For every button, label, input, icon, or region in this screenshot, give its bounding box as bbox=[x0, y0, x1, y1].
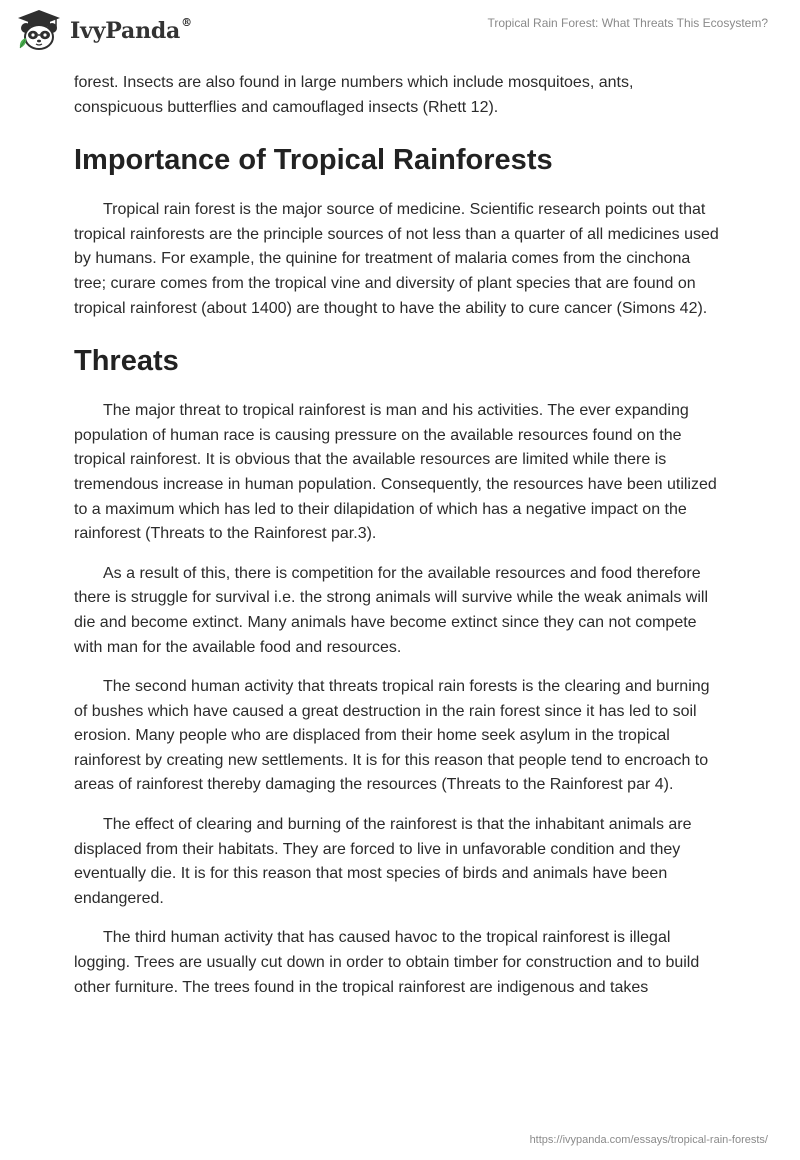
paragraph: As a result of this, there is competition for the available resources and food therefore there is struggle for survival i.e. the strong animals will survive while the weak animals will die and become extinct. Many animals have become extinct since they can not compete with man for the available food and resources. bbox=[74, 564, 709, 656]
paragraph: The major threat to tropical rainforest is man and his activities. The ever expanding population of human race is causing pressure on the available resources found on the tropical rainforest. It is obvious that the available resources are limited while there is tremendous increase in human population. Consequently, the resources have been utilized to a maximum which has led to their dilapidation of which has a negative impact on the rainforest (Threats to the Rainforest par.3). bbox=[74, 402, 717, 543]
section-heading-threats: Threats bbox=[74, 345, 179, 378]
document-title: Tropical Rain Forest: What Threats This Ecosystem? bbox=[487, 16, 768, 30]
panda-graduate-icon bbox=[16, 8, 62, 54]
paragraph: The effect of clearing and burning of the rainforest is that the inhabitant animals are displaced from their habitats. They are forced to live in unfavorable condition and they eventually die. It is for this reason that most species of birds and animals have been endangered. bbox=[74, 816, 692, 907]
paragraph: The second human activity that threats tropical rain forests is the clearing and burning of bushes which have caused a great destruction in the rain forest since it has led to soil erosion. Many people who are displaced from their home seek asylum in the tropical rainforest by creating new settlements. It is for this reason that people tend to encroach to areas of rainforest thereby damaging the resources (Threats to the Rainforest par 4). bbox=[74, 678, 710, 794]
section-heading-importance: Importance of Tropical Rainforests bbox=[74, 144, 553, 177]
page-header bbox=[0, 0, 800, 70]
footer-source-url[interactable]: https://ivypanda.com/essays/tropical-rain-forests/ bbox=[529, 1134, 768, 1146]
brand-name: IvyPanda® bbox=[70, 16, 192, 44]
paragraph: The third human activity that has caused havoc to the tropical rainforest is illegal logging. Trees are usually cut down in order to obtain timber for construction and to build other furniture. The trees found in the tropical rainforest are indigenous and takes bbox=[74, 929, 700, 996]
ivypanda-logo[interactable] bbox=[16, 8, 192, 54]
paragraph-continuation: forest. Insects are also found in large numbers which include mosquitoes, ants, conspicuous butterflies and camouflaged insects (Rhett 12). bbox=[74, 74, 634, 116]
essay-content bbox=[74, 71, 724, 1015]
paragraph: Tropical rain forest is the major source of medicine. Scientific research points out that tropical rainforests are the principle sources of not less than a quarter of all medicines used by humans. For example, the quinine for treatment of malaria comes from the cinchona tree; curare comes from the tropical vine and diversity of plant species that are found on tropical rainforest (about 1400) are thought to have the ability to cure cancer (Simons 42). bbox=[74, 201, 719, 317]
